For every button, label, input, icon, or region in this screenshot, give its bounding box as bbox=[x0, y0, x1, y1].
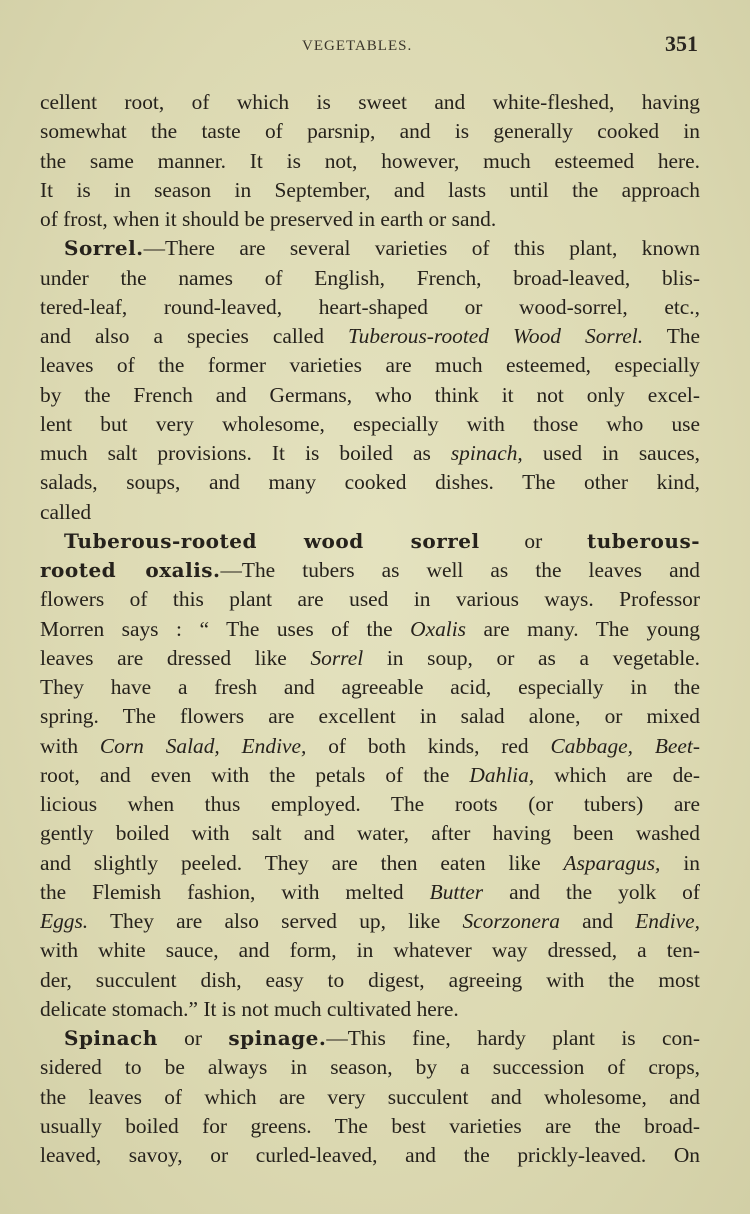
text-line: the same manner. It is not, however, much esteemed here. bbox=[40, 148, 700, 173]
text-line: tered-leaf, round-leaved, heart-shaped or wood-sorrel, etc., bbox=[40, 294, 700, 319]
headword-spinage: spinage. bbox=[228, 1026, 327, 1050]
text-line: Sorrel.—There are several varieties of this plant, known bbox=[64, 236, 700, 261]
text-line: with white sauce, and form, in whatever way dressed, a ten- bbox=[40, 938, 700, 963]
text-line: lent but very wholesome, especially with those who use bbox=[40, 411, 700, 436]
text-line: and slightly peeled. They are then eaten like Asparagus, in bbox=[40, 850, 700, 875]
text-line: They have a fresh and agreeable acid, especially in the bbox=[40, 675, 700, 699]
text-line: leaves of the former varieties are much esteemed, especially bbox=[40, 353, 700, 378]
text-line: called bbox=[40, 499, 92, 524]
text-line: with Corn Salad, Endive, of both kinds, red Cabbage, Beet- bbox=[40, 733, 700, 758]
body-text bbox=[40, 88, 700, 1170]
text-line: the leaves of which are very succulent and wholesome, and bbox=[40, 1084, 700, 1109]
text-line: delicate stomach.” It is not much cultivated here. bbox=[40, 996, 459, 1021]
running-head: VEGETABLES. bbox=[302, 38, 413, 54]
page-header bbox=[40, 28, 700, 68]
headword-tuberous-rooted-wood-sorrel: Tuberous-rooted wood sorrel bbox=[64, 528, 480, 553]
text-line: cellent root, of which is sweet and white-fleshed, having bbox=[40, 90, 700, 114]
text-line: leaved, savoy, or curled-leaved, and the prickly-leaved. On bbox=[40, 1143, 700, 1167]
text-line: the Flemish fashion, with melted Butter and the yolk of bbox=[40, 879, 700, 904]
text-line: and also a species called Tuberous-rooted Wood Sorrel. The bbox=[40, 324, 700, 348]
text-line: Morren says : “ The uses of the Oxalis are many. The young bbox=[40, 616, 700, 641]
text-line: Tuberous-rooted wood sorrel or tuberous- bbox=[64, 528, 700, 553]
text-line: usually boiled for greens. The best varieties are the broad- bbox=[40, 1113, 700, 1138]
text-line: of frost, when it should be preserved in earth or sand. bbox=[40, 207, 497, 231]
text-line: Eggs. They are also served up, like Scorzonera and Endive, bbox=[40, 909, 700, 933]
text-line: sidered to be always in season, by a succession of crops, bbox=[40, 1055, 700, 1080]
text-line: spring. The flowers are excellent in salad alone, or mixed bbox=[40, 704, 700, 729]
text-line: rooted oxalis.—The tubers as well as the leaves and bbox=[40, 558, 700, 582]
text-line: licious when thus employed. The roots (or tubers) are bbox=[40, 792, 700, 816]
text-line: much salt provisions. It is boiled as spinach, used in sauces, bbox=[40, 441, 700, 465]
text-line: flowers of this plant are used in various ways. Professor bbox=[40, 587, 700, 612]
text-line: by the French and Germans, who think it not only excel- bbox=[40, 382, 700, 407]
book-page bbox=[40, 28, 700, 1198]
headword-sorrel: Sorrel. bbox=[64, 236, 144, 261]
headword-tuberous: tuberous- bbox=[587, 528, 700, 553]
text-line: Spinach or spinage.—This fine, hardy plant is con- bbox=[64, 1026, 700, 1050]
text-line: gently boiled with salt and water, after having been washed bbox=[40, 821, 700, 846]
text-line: somewhat the taste of parsnip, and is generally cooked in bbox=[40, 119, 700, 144]
headword-rooted-oxalis: rooted oxalis. bbox=[40, 558, 221, 582]
text-line: salads, soups, and many cooked dishes. The other kind, bbox=[40, 470, 700, 495]
page-number: 351 bbox=[665, 31, 698, 56]
headword-spinach: Spinach bbox=[64, 1026, 158, 1050]
text-line: der, succulent dish, easy to digest, agreeing with the most bbox=[40, 967, 700, 992]
text-line: under the names of English, French, broad-leaved, blis- bbox=[40, 265, 700, 290]
text-line: It is in season in September, and lasts until the approach bbox=[40, 177, 700, 202]
text-line: root, and even with the petals of the Dahlia, which are de- bbox=[40, 762, 700, 787]
text-line: leaves are dressed like Sorrel in soup, or as a vegetable. bbox=[40, 645, 700, 670]
